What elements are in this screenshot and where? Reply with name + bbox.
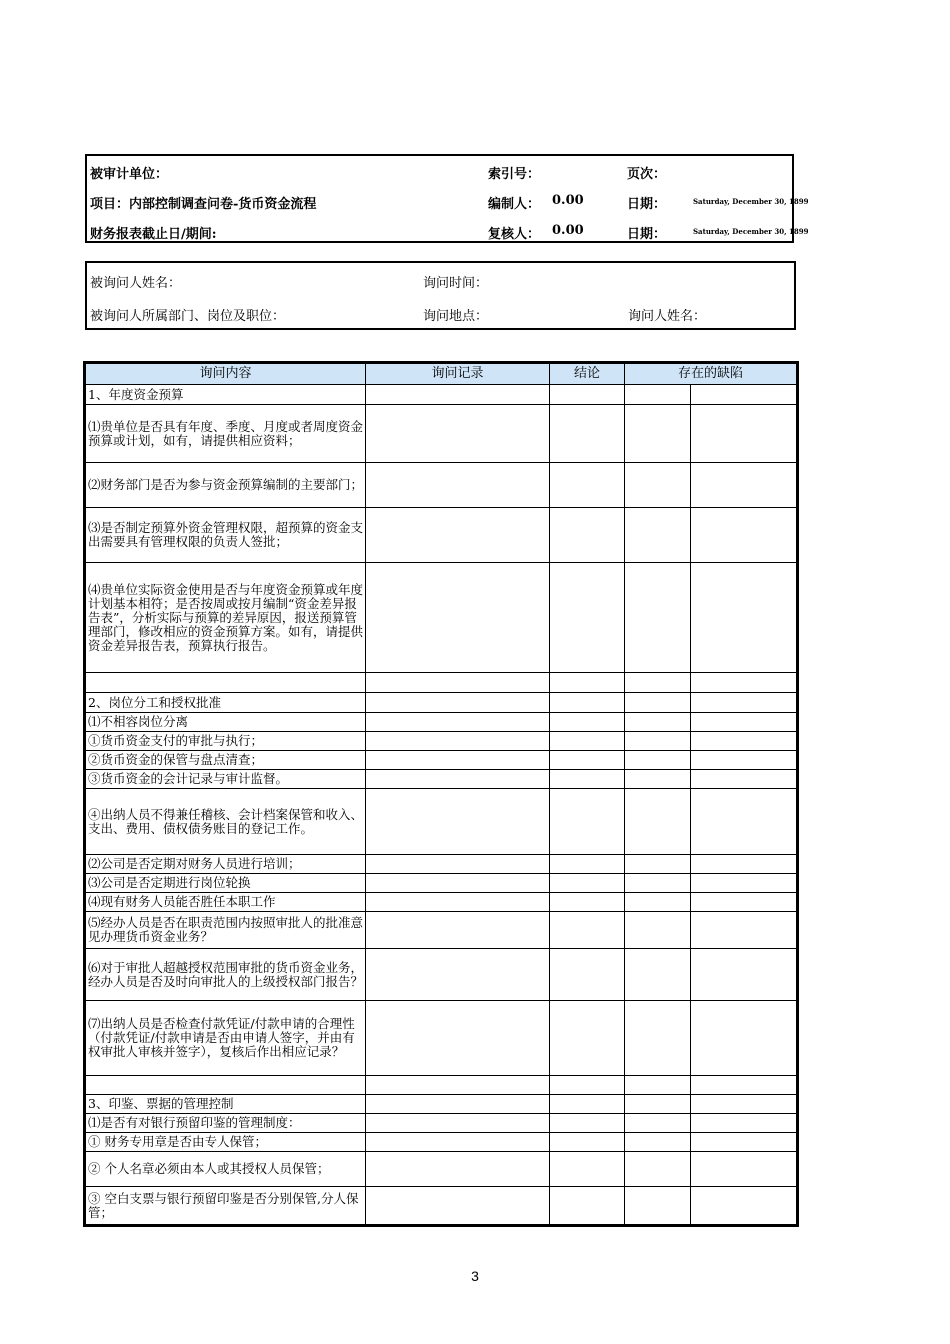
project-label: 项目：内部控制调查问卷-货币资金流程	[90, 197, 317, 212]
preparer-label: 编制人：	[488, 197, 541, 212]
defect-detail-cell[interactable]	[691, 1152, 797, 1187]
col-header-record: 询问记录	[366, 364, 550, 385]
question-cell: ① 财务专用章是否由专人保管；	[86, 1133, 366, 1152]
record-cell[interactable]	[366, 1133, 550, 1152]
question-cell: ⑴是否有对银行预留印鉴的管理制度：	[86, 1114, 366, 1133]
table-row	[86, 508, 797, 563]
interviewer-name-label: 询问人姓名：	[628, 309, 707, 324]
interviewee-name-label: 被询问人姓名：	[90, 276, 182, 291]
page-label: 页次：	[627, 167, 667, 182]
question-cell: ③货币资金的会计记录与审计监督。	[86, 770, 366, 789]
record-cell[interactable]	[366, 713, 550, 732]
audited-unit-label: 被审计单位：	[90, 167, 169, 182]
conclusion-cell[interactable]	[550, 732, 625, 751]
question-cell: ② 个人名章必须由本人或其授权人员保管；	[86, 1152, 366, 1187]
defect-cell[interactable]	[625, 874, 691, 893]
conclusion-cell[interactable]	[550, 463, 625, 508]
reviewer-value: 0.00	[552, 223, 584, 238]
defect-detail-cell[interactable]	[691, 770, 797, 789]
defect-detail-cell[interactable]	[691, 563, 797, 673]
defect-detail-cell[interactable]	[691, 693, 797, 713]
defect-cell[interactable]	[625, 1095, 691, 1114]
defect-detail-cell[interactable]	[691, 1076, 797, 1095]
conclusion-cell[interactable]	[550, 1001, 625, 1076]
table-row	[86, 949, 797, 1001]
defect-detail-cell[interactable]	[691, 508, 797, 563]
period-label: 财务报表截止日/期间:	[90, 227, 217, 242]
record-cell[interactable]	[366, 385, 550, 405]
table-row	[86, 1076, 797, 1095]
defect-cell[interactable]	[625, 463, 691, 508]
question-cell: ①货币资金支付的审批与执行；	[86, 732, 366, 751]
record-cell[interactable]	[366, 949, 550, 1001]
question-cell: 2、岗位分工和授权批准	[86, 693, 366, 713]
defect-cell[interactable]	[625, 1187, 691, 1225]
date-label-1: 日期：	[627, 197, 667, 212]
conclusion-cell[interactable]	[550, 874, 625, 893]
col-header-content: 询问内容	[86, 364, 366, 385]
record-cell[interactable]	[366, 893, 550, 912]
defect-cell[interactable]	[625, 713, 691, 732]
record-cell[interactable]	[366, 563, 550, 673]
table-row	[86, 563, 797, 673]
date-value-2: Saturday, December 30, 1899	[693, 227, 809, 236]
defect-detail-cell[interactable]	[691, 1095, 797, 1114]
defect-detail-cell[interactable]	[691, 874, 797, 893]
conclusion-cell[interactable]	[550, 563, 625, 673]
table-row	[86, 912, 797, 949]
defect-cell[interactable]	[625, 563, 691, 673]
record-cell[interactable]	[366, 1095, 550, 1114]
record-cell[interactable]	[366, 1076, 550, 1095]
question-cell: ⑸经办人员是否在职责范围内按照审批人的批准意见办理货币资金业务？	[86, 912, 366, 949]
record-cell[interactable]	[366, 508, 550, 563]
defect-cell[interactable]	[625, 1114, 691, 1133]
record-cell[interactable]	[366, 1114, 550, 1133]
table-header-row	[86, 364, 797, 385]
conclusion-cell[interactable]	[550, 693, 625, 713]
question-cell: ⑷贵单位实际资金使用是否与年度资金预算或年度计划基本相符；是否按周或按月编制“资金差异报告表”，分析实际与预算的差异原因，报送预算管理部门，修改相应的资金预算方案。如有，请提供资金差异报告表，预算执行报告。	[86, 563, 366, 673]
record-cell[interactable]	[366, 732, 550, 751]
table-row	[86, 463, 797, 508]
questionnaire-table	[85, 363, 797, 1225]
conclusion-cell[interactable]	[550, 1152, 625, 1187]
question-cell: ⑴贵单位是否具有年度、季度、月度或者周度资金预算或计划，如有，请提供相应资料；	[86, 405, 366, 463]
defect-detail-cell[interactable]	[691, 713, 797, 732]
defect-detail-cell[interactable]	[691, 1114, 797, 1133]
question-cell	[86, 673, 366, 693]
defect-detail-cell[interactable]	[691, 912, 797, 949]
index-label: 索引号：	[488, 167, 541, 182]
record-cell[interactable]	[366, 855, 550, 874]
defect-detail-cell[interactable]	[691, 405, 797, 463]
question-cell: ③ 空白支票与银行预留印鉴是否分别保管,分人保管；	[86, 1187, 366, 1225]
question-cell: ⑴不相容岗位分离	[86, 713, 366, 732]
interviewee-dept-label: 被询问人所属部门、岗位及职位：	[90, 309, 286, 324]
defect-detail-cell[interactable]	[691, 1187, 797, 1225]
conclusion-cell[interactable]	[550, 508, 625, 563]
defect-detail-cell[interactable]	[691, 949, 797, 1001]
table-row	[86, 1152, 797, 1187]
question-cell: ⑷现有财务人员能否胜任本职工作	[86, 893, 366, 912]
table-row	[86, 713, 797, 732]
conclusion-cell[interactable]	[550, 912, 625, 949]
conclusion-cell[interactable]	[550, 1133, 625, 1152]
conclusion-cell[interactable]	[550, 385, 625, 405]
defect-detail-cell[interactable]	[691, 751, 797, 770]
defect-cell[interactable]	[625, 770, 691, 789]
record-cell[interactable]	[366, 405, 550, 463]
question-cell: 1、年度资金预算	[86, 385, 366, 405]
defect-cell[interactable]	[625, 949, 691, 1001]
conclusion-cell[interactable]	[550, 713, 625, 732]
conclusion-cell[interactable]	[550, 1076, 625, 1095]
table-row	[86, 855, 797, 874]
table-row	[86, 874, 797, 893]
reviewer-label: 复核人：	[488, 227, 541, 242]
table-row	[86, 893, 797, 912]
defect-cell[interactable]	[625, 385, 691, 405]
question-cell: ②货币资金的保管与盘点清查；	[86, 751, 366, 770]
table-row	[86, 693, 797, 713]
conclusion-cell[interactable]	[550, 789, 625, 855]
table-row	[86, 732, 797, 751]
conclusion-cell[interactable]	[550, 673, 625, 693]
defect-detail-cell[interactable]	[691, 855, 797, 874]
question-cell	[86, 1076, 366, 1095]
defect-cell[interactable]	[625, 789, 691, 855]
table-row	[86, 751, 797, 770]
defect-detail-cell[interactable]	[691, 1001, 797, 1076]
defect-cell[interactable]	[625, 1152, 691, 1187]
audit-header-box	[85, 154, 809, 243]
question-cell: ⑵公司是否定期对财务人员进行培训；	[86, 855, 366, 874]
question-cell: 3、印鉴、票据的管理控制	[86, 1095, 366, 1114]
conclusion-cell[interactable]	[550, 893, 625, 912]
table-row	[86, 405, 797, 463]
question-cell: ⑶公司是否定期进行岗位轮换	[86, 874, 366, 893]
defect-detail-cell[interactable]	[691, 1133, 797, 1152]
defect-cell[interactable]	[625, 855, 691, 874]
conclusion-cell[interactable]	[550, 751, 625, 770]
defect-cell[interactable]	[625, 405, 691, 463]
record-cell[interactable]	[366, 789, 550, 855]
defect-cell[interactable]	[625, 1001, 691, 1076]
table-row	[86, 1114, 797, 1133]
defect-detail-cell[interactable]	[691, 732, 797, 751]
record-cell[interactable]	[366, 912, 550, 949]
conclusion-cell[interactable]	[550, 855, 625, 874]
defect-cell[interactable]	[625, 893, 691, 912]
preparer-value: 0.00	[552, 193, 584, 208]
date-value-1: Saturday, December 30, 1899	[693, 197, 809, 206]
conclusion-cell[interactable]	[550, 1187, 625, 1225]
defect-detail-cell[interactable]	[691, 893, 797, 912]
record-cell[interactable]	[366, 770, 550, 789]
conclusion-cell[interactable]	[550, 949, 625, 1001]
interview-time-label: 询问时间：	[423, 276, 489, 291]
interview-place-label: 询问地点：	[423, 309, 489, 324]
table-row	[86, 1095, 797, 1114]
date-label-2: 日期：	[627, 227, 667, 242]
table-row	[86, 1133, 797, 1152]
page-number: 3	[471, 1268, 479, 1284]
record-cell[interactable]	[366, 751, 550, 770]
defect-detail-cell[interactable]	[691, 789, 797, 855]
record-cell[interactable]	[366, 463, 550, 508]
record-cell[interactable]	[366, 1187, 550, 1225]
defect-cell[interactable]	[625, 508, 691, 563]
record-cell[interactable]	[366, 673, 550, 693]
question-cell: ⑺出纳人员是否检查付款凭证/付款申请的合理性（付款凭证/付款申请是否由申请人签字，并由有权审批人审核并签字），复核后作出相应记录？	[86, 1001, 366, 1076]
defect-cell[interactable]	[625, 673, 691, 693]
col-header-conclusion: 结论	[550, 364, 625, 385]
table-row	[86, 1001, 797, 1076]
interview-info-box	[85, 261, 796, 330]
question-cell: ⑶是否制定预算外资金管理权限，超预算的资金支出需要具有管理权限的负责人签批；	[86, 508, 366, 563]
defect-cell[interactable]	[625, 751, 691, 770]
conclusion-cell[interactable]	[550, 405, 625, 463]
question-cell: ⑵财务部门是否为参与资金预算编制的主要部门；	[86, 463, 366, 508]
conclusion-cell[interactable]	[550, 770, 625, 789]
table-row	[86, 673, 797, 693]
conclusion-cell[interactable]	[550, 1114, 625, 1133]
table-row	[86, 770, 797, 789]
defect-detail-cell[interactable]	[691, 673, 797, 693]
defect-detail-cell[interactable]	[691, 385, 797, 405]
record-cell[interactable]	[366, 874, 550, 893]
defect-cell[interactable]	[625, 693, 691, 713]
record-cell[interactable]	[366, 1001, 550, 1076]
table-row	[86, 1187, 797, 1225]
table-row	[86, 385, 797, 405]
record-cell[interactable]	[366, 1152, 550, 1187]
defect-cell[interactable]	[625, 732, 691, 751]
defect-cell[interactable]	[625, 912, 691, 949]
record-cell[interactable]	[366, 693, 550, 713]
defect-cell[interactable]	[625, 1076, 691, 1095]
question-cell: ④出纳人员不得兼任稽核、会计档案保管和收入、支出、费用、债权债务账目的登记工作。	[86, 789, 366, 855]
conclusion-cell[interactable]	[550, 1095, 625, 1114]
question-cell: ⑹对于审批人超越授权范围审批的货币资金业务，经办人员是否及时向审批人的上级授权部门报告？	[86, 949, 366, 1001]
defect-cell[interactable]	[625, 1133, 691, 1152]
col-header-defects: 存在的缺陷	[625, 364, 797, 385]
table-row	[86, 789, 797, 855]
defect-detail-cell[interactable]	[691, 463, 797, 508]
